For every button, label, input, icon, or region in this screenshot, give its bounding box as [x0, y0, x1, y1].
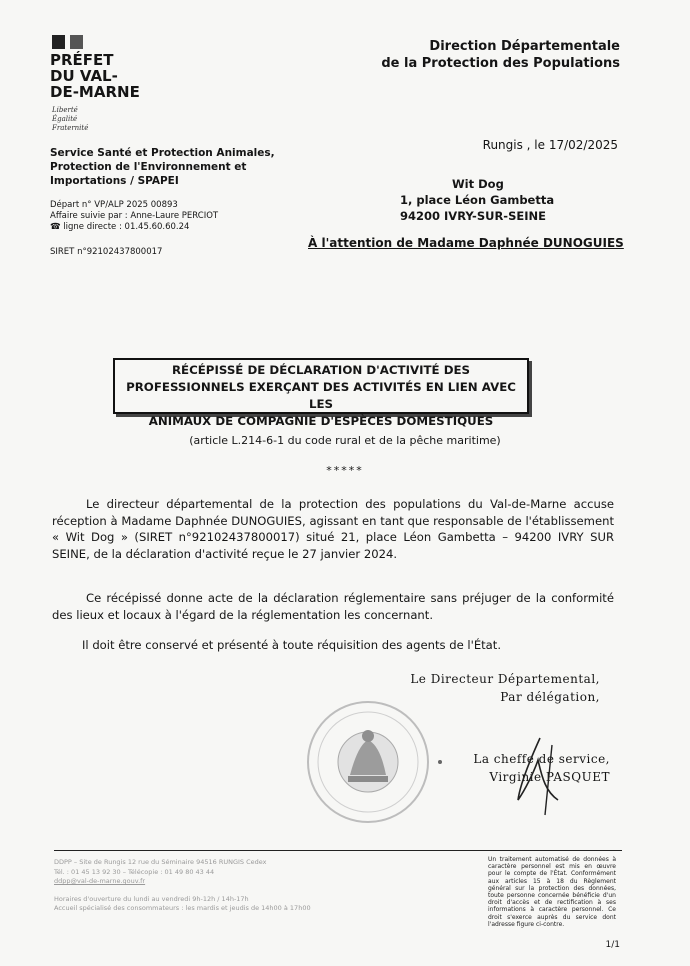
delegation-line: Par délégation,	[500, 690, 600, 704]
footer-contact	[54, 858, 394, 914]
handwritten-signature	[500, 730, 570, 820]
depart-number: Départ n° VP/ALP 2025 00893	[50, 200, 178, 210]
separator-stars: *****	[326, 464, 364, 477]
footer-hours: Horaires d'ouverture du lundi au vendredi 9h-12h / 14h-17h	[54, 894, 249, 903]
body-paragraph-2: Ce récépissé donne acte de la déclaration réglementaire sans préjuger de la conformité des lieux et locaux à l'égard de la réglementation les concernant.	[52, 591, 614, 622]
recipient-address	[400, 176, 560, 224]
service-line: Service Santé et Protection Animales,	[50, 147, 275, 159]
title-line: RÉCÉPISSÉ DE DÉCLARATION D'ACTIVITÉ DES	[171, 363, 471, 377]
service-line: Importations / SPAPEI	[50, 175, 179, 187]
attention-line: À l'attention de Madame Daphnée DUNOGUIES	[308, 236, 624, 250]
phone-icon: ☎	[50, 222, 64, 232]
footer-phone: Tél. : 01 45 13 92 30 – Télécopie : 01 49 80 43 44	[54, 867, 215, 876]
marianne-logo	[52, 34, 92, 48]
recipient-line: 1, place Léon Gambetta	[400, 193, 555, 207]
body-paragraph-3: Il doit être conservé et présenté à toute réquisition des agents de l'État.	[82, 638, 502, 652]
direction-line: de la Protection des Populations	[381, 56, 620, 71]
prefecture-name-line: DE-MARNE	[50, 83, 140, 101]
prefecture-name	[50, 52, 140, 100]
letter-date: Rungis , le 17/02/2025	[482, 138, 618, 152]
service-name	[50, 146, 280, 188]
recipient-line: 94200 IVRY-SUR-SEINE	[400, 209, 546, 223]
case-officer: Affaire suivie par : Anne-Laure PERCIOT	[50, 211, 219, 221]
footer-consumer-hours: Accueil spécialisé des consommateurs : les mardis et jeudis de 14h00 à 17h00	[54, 904, 311, 912]
footer-divider	[54, 850, 622, 851]
body-paragraph-1: Le directeur départemental de la protection des populations du Val-de-Marne accuse réception à Madame Daphnée DUNOGUIES, agissant en tant que responsable de l'établissement « Wit Dog » (SIRET n°92102437800017) situé 21, place Léon Gambetta – 94200 IVRY SUR SEINE, de la déclaration d'activité reçue le 27 janvier 2024.	[52, 497, 614, 561]
gdpr-notice: Un traitement automatisé de données à caractère personnel est mis en œuvre pour le compte de l'État. Conformément aux articles 15 à 18 du Règlement général sur la protection des données, toute personne concernée bénéficie d'un droit d'accès et de rectification à ses informations à caractère personnel. Ce droit s'exerce auprès du service dont l'adresse figure ci-contre.	[488, 856, 616, 928]
motto-line: Liberté	[52, 106, 78, 114]
motto-line: Fraternité	[52, 124, 89, 132]
signatory-title: Le Directeur Départemental,	[410, 672, 600, 686]
document-title	[113, 358, 529, 428]
prefecture-name-line: DU VAL-	[50, 67, 118, 85]
title-line: PROFESSIONNELS EXERÇANT DES ACTIVITÉS EN LIEN AVEC LES	[126, 380, 516, 411]
siret-header: SIRET n°92102437800017	[50, 247, 163, 257]
references	[50, 200, 218, 233]
direct-line	[50, 222, 218, 233]
footer-email: ddpp@val-de-marne.gouv.fr	[54, 877, 146, 885]
recipient-line: Wit Dog	[452, 177, 504, 191]
legal-article: (article L.214-6-1 du code rural et de la pêche maritime)	[189, 434, 501, 447]
title-line: ANIMAUX DE COMPAGNIE D'ESPÈCES DOMESTIQUES	[148, 414, 494, 428]
direct-line-text: ligne directe : 01.45.60.60.24	[63, 222, 190, 232]
republic-motto	[52, 106, 88, 133]
direction-name	[380, 38, 620, 72]
service-head-title: La cheffe de service,	[473, 752, 610, 766]
signatory-name: Virginie PASQUET	[489, 770, 610, 784]
page-number: 1/1	[605, 940, 620, 950]
direction-line: Direction Départementale	[429, 39, 620, 54]
official-stamp	[300, 690, 450, 830]
footer-address: DDPP – Site de Rungis 12 rue du Séminaire 94516 RUNGIS Cedex	[54, 858, 267, 866]
prefecture-name-line: PRÉFET	[50, 51, 114, 69]
service-line: Protection de l'Environnement et	[50, 161, 247, 173]
motto-line: Égalité	[52, 115, 78, 123]
